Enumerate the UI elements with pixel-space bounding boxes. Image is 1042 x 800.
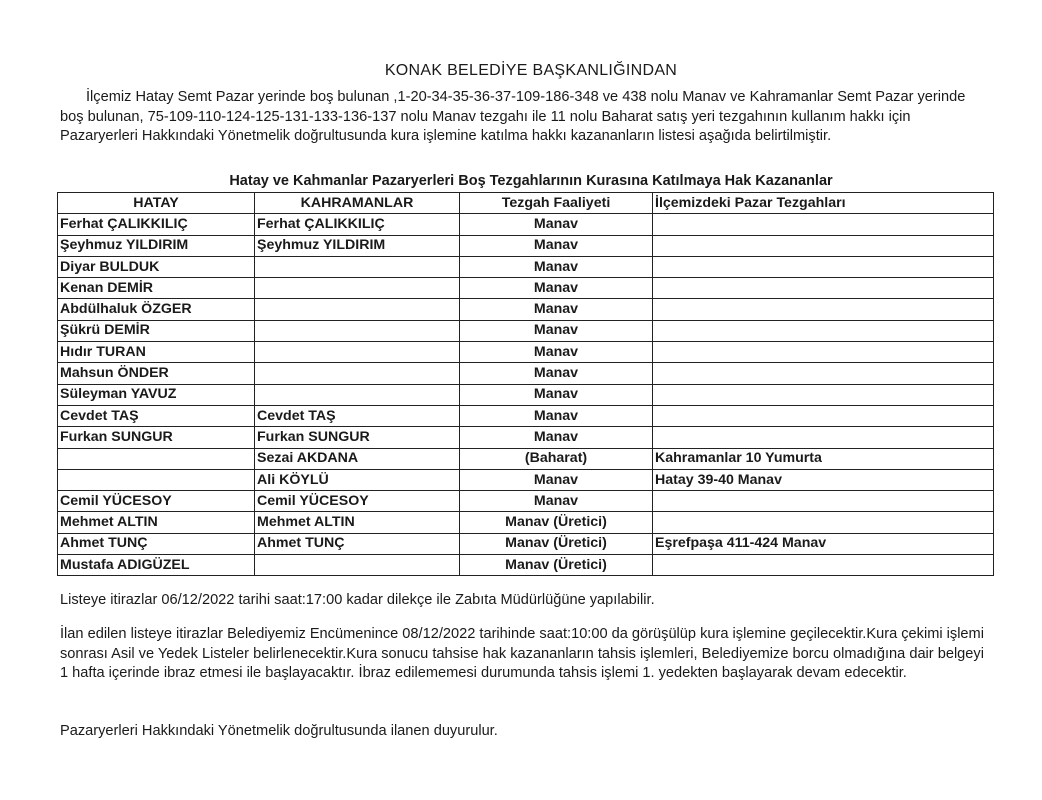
cell-faaliyet: (Baharat) xyxy=(460,448,653,469)
table-row xyxy=(58,533,994,554)
cell-faaliyet: Manav xyxy=(460,256,653,277)
table-row xyxy=(58,235,994,256)
cell-pazar-tezgah xyxy=(653,214,994,235)
cell-hatay: Kenan DEMİR xyxy=(58,278,255,299)
cell-pazar-tezgah xyxy=(653,235,994,256)
cell-faaliyet: Manav xyxy=(460,342,653,363)
cell-faaliyet: Manav xyxy=(460,278,653,299)
announcement-closing-paragraph: Pazaryerleri Hakkındaki Yönetmelik doğrultusunda ilanen duyurulur. xyxy=(60,723,498,739)
table-row xyxy=(58,405,994,426)
table-row xyxy=(58,491,994,512)
cell-hatay: Ferhat ÇALIKKILIÇ xyxy=(58,214,255,235)
cell-hatay: Şeyhmuz YILDIRIM xyxy=(58,235,255,256)
cell-hatay: Abdülhaluk ÖZGER xyxy=(58,299,255,320)
cell-kahramanlar xyxy=(255,256,460,277)
winners-table xyxy=(57,192,994,576)
cell-hatay: Mustafa ADIGÜZEL xyxy=(58,555,255,576)
cell-pazar-tezgah: Kahramanlar 10 Yumurta xyxy=(653,448,994,469)
cell-faaliyet: Manav xyxy=(460,384,653,405)
table-row xyxy=(58,278,994,299)
cell-hatay: Mehmet ALTIN xyxy=(58,512,255,533)
cell-hatay xyxy=(58,448,255,469)
cell-hatay: Cevdet TAŞ xyxy=(58,405,255,426)
cell-kahramanlar xyxy=(255,320,460,341)
cell-pazar-tezgah xyxy=(653,342,994,363)
cell-pazar-tezgah: Eşrefpaşa 411-424 Manav xyxy=(653,533,994,554)
cell-kahramanlar: Cevdet TAŞ xyxy=(255,405,460,426)
cell-hatay: Mahsun ÖNDER xyxy=(58,363,255,384)
cell-hatay: Hıdır TURAN xyxy=(58,342,255,363)
cell-kahramanlar: Ferhat ÇALIKKILIÇ xyxy=(255,214,460,235)
cell-pazar-tezgah xyxy=(653,427,994,448)
cell-kahramanlar: Mehmet ALTIN xyxy=(255,512,460,533)
document-title: KONAK BELEDİYE BAŞKANLIĞINDAN xyxy=(384,62,678,79)
cell-faaliyet: Manav (Üretici) xyxy=(460,555,653,576)
cell-kahramanlar xyxy=(255,555,460,576)
cell-kahramanlar: Ahmet TUNÇ xyxy=(255,533,460,554)
table-title: Hatay ve Kahmanlar Pazaryerleri Boş Tezgahlarının Kurasına Katılmaya Hak Kazananlar xyxy=(229,173,833,189)
cell-pazar-tezgah xyxy=(653,363,994,384)
cell-kahramanlar: Sezai AKDANA xyxy=(255,448,460,469)
table-row xyxy=(58,256,994,277)
table-row xyxy=(58,555,994,576)
cell-kahramanlar xyxy=(255,384,460,405)
cell-hatay xyxy=(58,469,255,490)
header-hatay: HATAY xyxy=(58,193,255,214)
cell-faaliyet: Manav xyxy=(460,320,653,341)
cell-kahramanlar xyxy=(255,299,460,320)
cell-pazar-tezgah xyxy=(653,278,994,299)
cell-pazar-tezgah xyxy=(653,555,994,576)
header-pazar-tezgahlari: İlçemizdeki Pazar Tezgahları xyxy=(653,193,994,214)
table-row xyxy=(58,384,994,405)
cell-hatay: Ahmet TUNÇ xyxy=(58,533,255,554)
cell-kahramanlar xyxy=(255,342,460,363)
cell-kahramanlar: Şeyhmuz YILDIRIM xyxy=(255,235,460,256)
cell-pazar-tezgah: Hatay 39-40 Manav xyxy=(653,469,994,490)
cell-kahramanlar: Ali KÖYLÜ xyxy=(255,469,460,490)
cell-pazar-tezgah xyxy=(653,320,994,341)
cell-hatay: Diyar BULDUK xyxy=(58,256,255,277)
lottery-procedure-paragraph: İlan edilen listeye itirazlar Belediyemiz Encümenince 08/12/2022 tarihinde saat:10:00 da görüşülüp kura işlemine geçilecektir.Kura çekimi işlemi sonrası Asil ve Yedek Listeler belirlenecektir.Kura sonucu tahsise hak kazananların tahsis işlemleri, Belediyemize borcu olmadığına dair belgeyi 1 hafta içerinde ibraz etmesi ile başlayacaktır. İbraz edilememesi durumunda tahsis işlemi 1. yedekten başlayarak devam edecektir. xyxy=(60,626,984,681)
table-row xyxy=(58,320,994,341)
table-row xyxy=(58,469,994,490)
cell-faaliyet: Manav (Üretici) xyxy=(460,512,653,533)
cell-pazar-tezgah xyxy=(653,405,994,426)
cell-hatay: Şükrü DEMİR xyxy=(58,320,255,341)
cell-kahramanlar xyxy=(255,278,460,299)
cell-faaliyet: Manav xyxy=(460,405,653,426)
cell-kahramanlar xyxy=(255,363,460,384)
cell-faaliyet: Manav xyxy=(460,491,653,512)
cell-faaliyet: Manav xyxy=(460,363,653,384)
header-tezgah-faaliyeti: Tezgah Faaliyeti xyxy=(460,193,653,214)
cell-kahramanlar: Furkan SUNGUR xyxy=(255,427,460,448)
cell-pazar-tezgah xyxy=(653,299,994,320)
table-row xyxy=(58,299,994,320)
table-row xyxy=(58,363,994,384)
cell-faaliyet: Manav xyxy=(460,214,653,235)
cell-pazar-tezgah xyxy=(653,384,994,405)
cell-hatay: Süleyman YAVUZ xyxy=(58,384,255,405)
cell-kahramanlar: Cemil YÜCESOY xyxy=(255,491,460,512)
table-row xyxy=(58,427,994,448)
cell-pazar-tezgah xyxy=(653,512,994,533)
table-body xyxy=(58,214,994,576)
header-kahramanlar: KAHRAMANLAR xyxy=(255,193,460,214)
cell-hatay: Cemil YÜCESOY xyxy=(58,491,255,512)
table-row xyxy=(58,512,994,533)
cell-hatay: Furkan SUNGUR xyxy=(58,427,255,448)
cell-faaliyet: Manav (Üretici) xyxy=(460,533,653,554)
cell-pazar-tezgah xyxy=(653,256,994,277)
cell-faaliyet: Manav xyxy=(460,427,653,448)
intro-paragraph: İlçemiz Hatay Semt Pazar yerinde boş bulunan ,1-20-34-35-36-37-109-186-348 ve 438 nolu Manav ve Kahramanlar Semt Pazar yerinde boş bulunan, 75-109-110-124-125-131-133-136-137 nolu Manav tezgahı ile 11 nolu Baharat satış yeri tezgahının kullanım hakkı için Pazaryerleri Hakkındaki Yönetmelik doğrultusunda kura işlemine katılma hakkı kazananların listesi aşağıda belirtilmiştir. xyxy=(60,89,966,144)
cell-faaliyet: Manav xyxy=(460,299,653,320)
table-row xyxy=(58,214,994,235)
table-row xyxy=(58,342,994,363)
cell-faaliyet: Manav xyxy=(460,235,653,256)
table-row xyxy=(58,448,994,469)
cell-faaliyet: Manav xyxy=(460,469,653,490)
table-header-row xyxy=(58,193,994,214)
cell-pazar-tezgah xyxy=(653,491,994,512)
objection-deadline-paragraph: Listeye itirazlar 06/12/2022 tarihi saat:17:00 kadar dilekçe ile Zabıta Müdürlüğüne yapılabilir. xyxy=(60,592,655,608)
